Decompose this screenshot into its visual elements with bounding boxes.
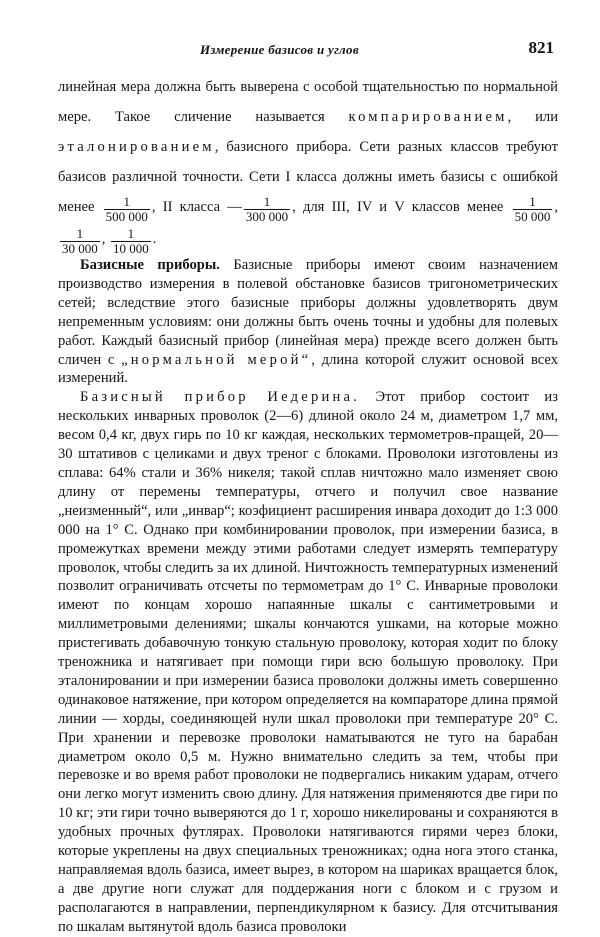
- fraction-numerator: 1: [513, 195, 553, 210]
- running-head-title: Измерение базисов и углов: [200, 42, 359, 57]
- fraction-denominator: 300 000: [245, 209, 289, 224]
- term-normal-measure: „нормальной мерой“: [121, 351, 312, 368]
- fraction-denominator: 500 000: [105, 209, 148, 224]
- page-text: [58, 72, 558, 937]
- section-heading-base-instruments: Базисные приборы.: [80, 257, 220, 273]
- running-head: [58, 38, 558, 72]
- p2-tail: , длина которой служит основой всех измерений.: [58, 351, 558, 387]
- fraction-numerator: 1: [104, 195, 150, 210]
- paragraph-base-instruments: [58, 256, 558, 388]
- paragraph-jaderin-instrument: [58, 388, 558, 936]
- fraction-numerator: 1: [244, 195, 290, 210]
- book-page: [58, 38, 558, 937]
- p2-text: Базисные приборы имеют своим назначением производство измерения в полевой обстановке базисов тригонометрических сетей; вследствие этого базисные приборы должны удовлетворять двум непременным условиям: они должны быть очень точны и удобны для полевых работ. Каждый базисный прибор (линейная мера) прежде всего должен быть сличен с: [58, 257, 559, 368]
- fraction-separator: ,: [101, 231, 110, 247]
- section-heading-jaderin: Базисный прибор Иедерина.: [80, 389, 360, 406]
- fraction-class-2: [244, 195, 290, 224]
- p1-class2: , II класса —: [151, 199, 242, 215]
- paragraph-comparison: [58, 72, 558, 256]
- fraction-class-3: [513, 195, 553, 224]
- p1-tail: , базисного прибора. Сети разных классов требуют базисов различной точности. Сети I класса должны иметь базисы с ошибкой менее: [58, 139, 558, 215]
- fraction-denominator: 10 000: [113, 241, 149, 256]
- fraction-class-4: [60, 227, 100, 256]
- p1-text: линейная мера должна быть выверена с особой тщательностью по нормальной мере. Такое сличение называется: [58, 79, 558, 125]
- p1-mid: , или: [507, 109, 558, 125]
- fraction-numerator: 1: [111, 227, 151, 242]
- p1-class-rest: , для III, IV и V классов менее: [292, 199, 504, 215]
- fraction-class-1: [104, 195, 150, 224]
- page-number: 821: [528, 38, 554, 57]
- sentence-end: .: [152, 231, 157, 247]
- fraction-class-5: [111, 227, 151, 256]
- p3-text: Этот прибор состоит из нескольких инварных проволок (2—6) длиной около 24 м, диаметром 1,7 мм, весом 0,4 кг, двух гирь по 10 кг каждая, нескольких термометров-пращей, 20—30 штативов с целиками и двух треног с блоками. Проволоки изготовлены из сплава: 64% стали и 36% никеля; такой сплав ничтожно мало изменяет свою длину от перемены температуры, отчего и получил свое название „неизменный“, или „инвар“; коэфициент расширения инвара доходит до 1:3 000 000 на 1° С. Однако при комбинировании проволок, при измерении базиса, в промежутках времени между этими работами следует измерять температуру проволок, чтобы следить за их длиной. Ничтожность температурных изменений позволит ограничивать отсчеты по термометрам до 1° С. Инварные проволоки имеют по концам хорошо напаянные шкалы с сантиметровыми и миллиметровыми делениями; шкалы кончаются ушками, на которые можно пристегивать добавочную тонкую стальную проволоку, которая ходит по блоку треножника и натягивает при помощи гири всю большую проволоку. При эталонировании и при измерении базиса проволоки должны иметь совершенно одинаковое натяжение, при котором определяется на компараторе длина прямой линии — хорды, соединяющей нули шкал проволоки при температуре 20° С. При хранении и перевозке проволоки наматываются не туго на барабан диаметром около 0,5 м. Нужно внимательно следить за тем, чтобы при перевозке и во время работ проволоки не подвергались никаким ударам, отчего они легко могут изменить свою длину. Для натяжения применяются две гири по 10 кг; эти гири точно выверяются до 1 г, хорошо никелированы и сохраняются в удобных прочных футлярах. Проволоки натягиваются гирями через блоки, которые укреплены на двух специальных треножниках; одна нога этого станка, направляемая вдоль базиса, имеет вырез, в котором на шариках вращается блок, а две другие ноги служат для поддержания ноги с блоком и с грузом и располагаются в направлении, перпендикулярном к базису. Для отсчитывания по шкалам вытянутой вдоль базиса проволоки: [58, 389, 559, 935]
- fraction-numerator: 1: [60, 227, 100, 242]
- fraction-denominator: 30 000: [62, 241, 98, 256]
- term-comparing: компарированием: [348, 109, 508, 125]
- term-calibration: эталонированием: [58, 139, 215, 155]
- fraction-separator: ,: [554, 199, 558, 215]
- fraction-denominator: 50 000: [514, 209, 551, 224]
